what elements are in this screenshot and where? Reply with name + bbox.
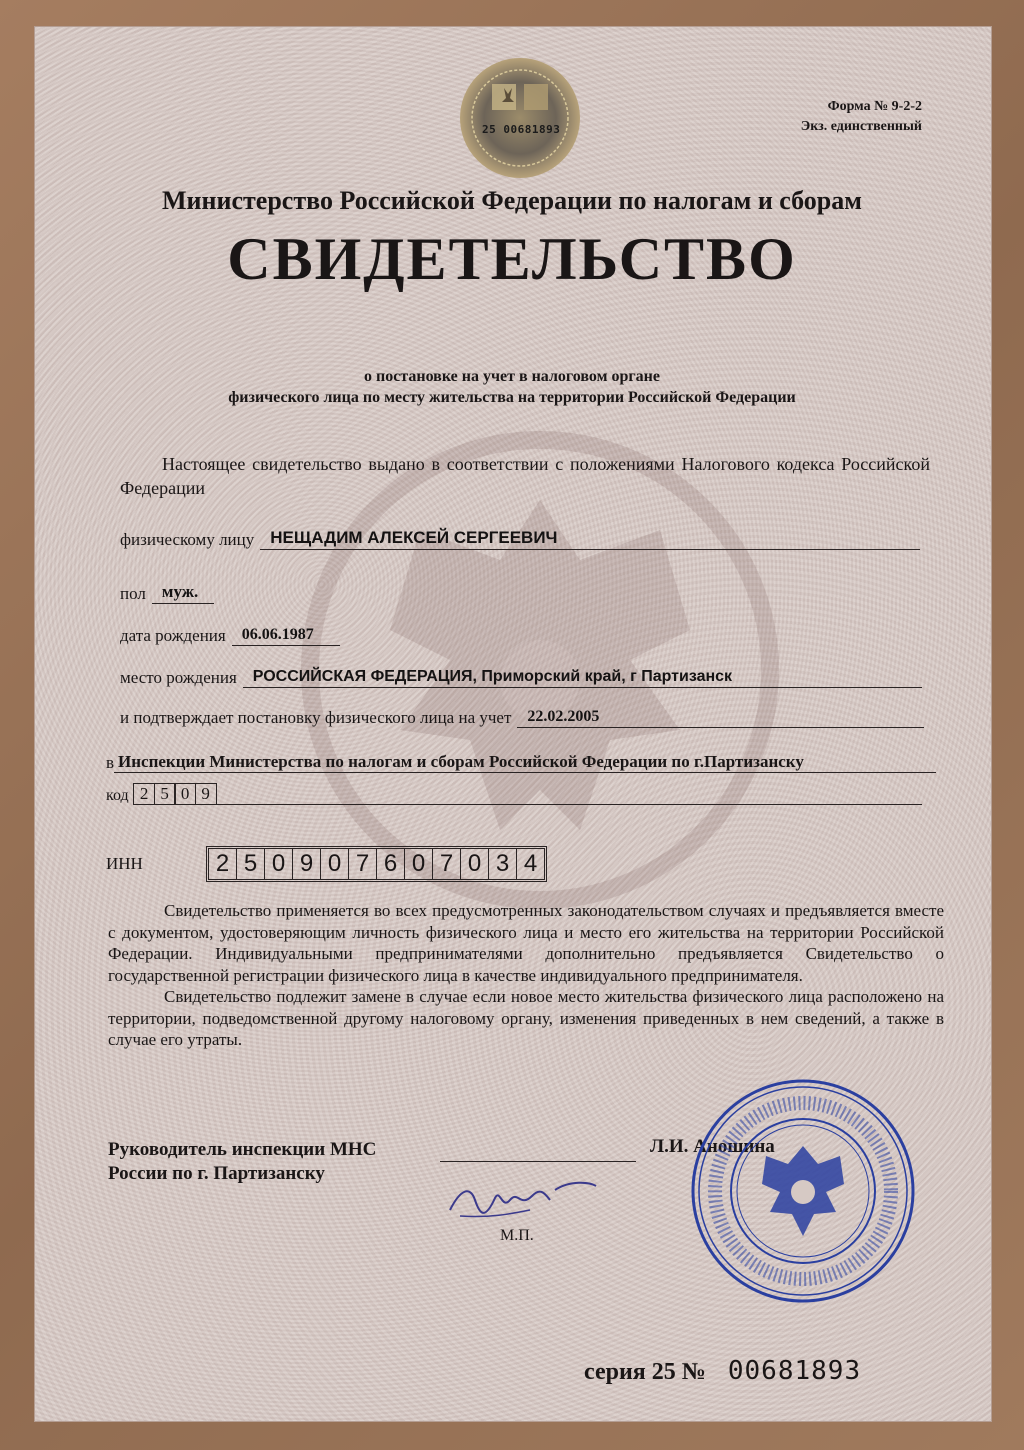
person-value: НЕЩАДИМ АЛЕКСЕЙ СЕРГЕЕВИЧ: [260, 528, 920, 550]
sex-value: муж.: [152, 582, 214, 604]
document-subtitle: [0, 366, 1024, 408]
hologram-number: 25 00681893: [482, 123, 561, 136]
birth-place-label: место рождения: [120, 668, 237, 687]
subtitle-line-2: физического лица по месту жительства на территории Российской Федерации: [228, 389, 796, 406]
registration-label: и подтверждает постановку физического лица на учет: [120, 708, 512, 727]
signer-title: [108, 1138, 376, 1186]
inn-digit: 9: [293, 849, 321, 879]
code-digit: 9: [195, 783, 217, 805]
document-title: СВИДЕТЕЛЬСТВО: [227, 226, 797, 292]
ministry-heading: Министерство Российской Федерации по налогам и сборам: [162, 186, 862, 215]
registration-field: [120, 708, 924, 728]
person-label: физическому лицу: [120, 530, 255, 549]
seal-place-label: М.П.: [500, 1227, 534, 1244]
subtitle-line-1: о постановке на учет в налоговом органе: [363, 368, 660, 385]
birth-date-label: дата рождения: [120, 626, 226, 645]
code-digit: 0: [174, 783, 196, 805]
signature-line: [440, 1161, 636, 1162]
inn-digit: 7: [433, 849, 461, 879]
inn-digit: 5: [237, 849, 265, 879]
inn-digit: 0: [405, 849, 433, 879]
intro-text: Настоящее свидетельство выдано в соответствии с положениями Налогового кодекса Российской Федерации: [120, 454, 930, 498]
signer-title-line-2: России по г. Партизанску: [108, 1163, 325, 1184]
sex-label: пол: [120, 584, 146, 603]
signer-title-line-1: Руководитель инспекции МНС: [108, 1139, 377, 1160]
inn-digit: 6: [377, 849, 405, 879]
inspection-value: Инспекции Министерства по налогам и сборам Российской Федерации по г.Партизанску: [114, 752, 936, 773]
inn-digit: 3: [489, 849, 517, 879]
series-label: серия 25 №: [584, 1359, 706, 1385]
form-number: Форма № 9-2-2: [827, 99, 922, 114]
inn-digit: 2: [209, 849, 237, 879]
sex-field: [120, 582, 214, 604]
inn-digit: 7: [349, 849, 377, 879]
code-label: код: [106, 787, 129, 804]
notice-paragraph-2: Свидетельство подлежит замене в случае если новое место жительства физического лица расположено на территории, подведомственной другому налоговому органу, изменения приведенных в нем сведений, а также в случае его утраты.: [108, 987, 944, 1049]
person-field: [120, 528, 920, 550]
hologram-seal-icon: [458, 56, 582, 180]
inn-label: ИНН: [106, 854, 143, 873]
inspection-label: в: [106, 753, 115, 772]
form-number-block: [801, 97, 922, 137]
signer-name: Л.И. Аношина: [650, 1136, 775, 1157]
birth-place-field: [120, 668, 922, 688]
form-copy: Экз. единственный: [800, 119, 922, 134]
inn-digit: 4: [523, 850, 538, 877]
birth-date-value: 06.06.1987: [232, 626, 340, 646]
handwritten-signature-icon: [440, 1170, 600, 1230]
intro-paragraph: [120, 452, 930, 500]
series-block: [584, 1356, 861, 1386]
inn-digit: 0: [265, 849, 293, 879]
inn-digit: 0: [321, 849, 349, 879]
notice-paragraph-1: Свидетельство применяется во всех предусмотренных законодательством случаях и предъявляется вместе с документом, удостоверяющим личность физического лица и место его жительства на территории Российской Федерации. Индивидуальными предпринимателями дополнительно предъявляется Свидетельство о государственной регистрации физического лица в качестве индивидуального предпринимателя.: [108, 901, 944, 985]
birth-date-field: [120, 626, 340, 646]
code-underline: [217, 786, 922, 805]
inspection-field: [106, 752, 936, 773]
series-number: 00681893: [727, 1356, 862, 1386]
code-field: [106, 783, 922, 805]
registration-date-value: 22.02.2005: [517, 708, 924, 728]
code-digit: 5: [154, 783, 176, 805]
inn-field: [106, 846, 547, 882]
birth-place-value: РОССИЙСКАЯ ФЕДЕРАЦИЯ, Приморский край, г Партизанск: [243, 668, 922, 688]
inn-cells: [206, 846, 547, 882]
official-stamp-icon: [688, 1076, 918, 1306]
notice-text: [108, 900, 944, 1051]
inn-digit: 0: [461, 849, 489, 879]
code-digit: 2: [133, 783, 155, 805]
code-cells: [135, 783, 217, 805]
